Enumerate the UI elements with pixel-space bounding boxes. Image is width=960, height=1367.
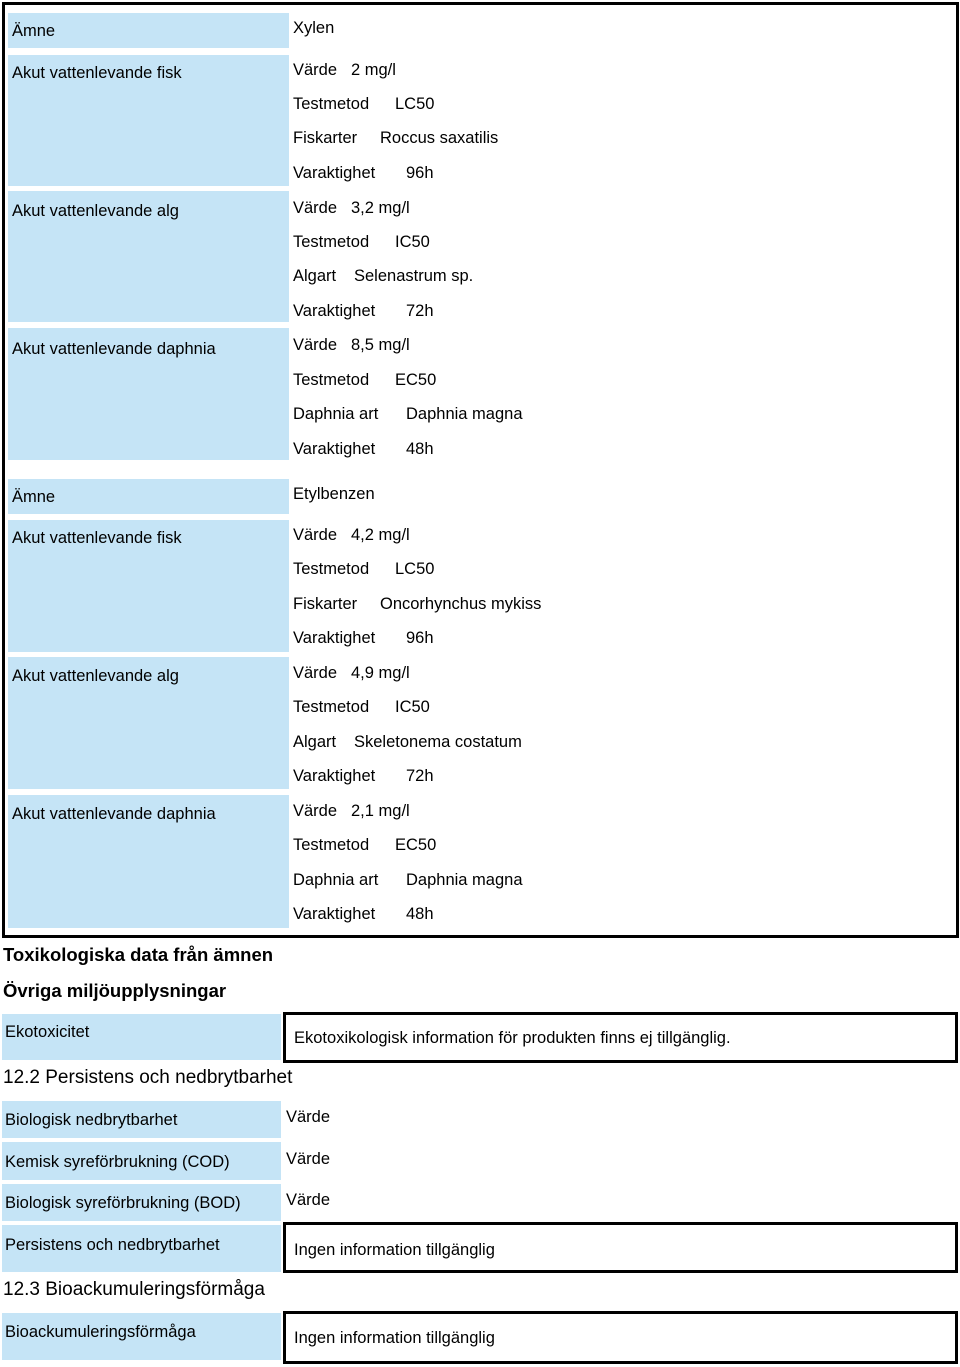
data-row: Värde 2 mg/l: [293, 61, 396, 79]
bioacc-value: Ingen information tillgänglig: [294, 1329, 495, 1347]
persistence-row-value: Värde: [286, 1150, 331, 1168]
data-row: Testmetod IC50: [293, 698, 430, 716]
persistence-row-label: Biologisk nedbrytbarhet: [5, 1111, 178, 1129]
persistence-box-label: Persistens och nedbrytbarhet: [5, 1236, 220, 1254]
block-label-alg: Akut vattenlevande alg: [12, 667, 179, 685]
persistence-row-value: Värde: [286, 1191, 331, 1209]
persistence-box-value: Ingen information tillgänglig: [294, 1241, 495, 1259]
ecotox-label: Ekotoxicitet: [5, 1023, 90, 1041]
data-row: Algart Selenastrum sp.: [293, 267, 474, 285]
data-row: Varaktighet 72h: [293, 767, 434, 785]
data-row: Fiskarter Roccus saxatilis: [293, 129, 499, 147]
substance-label: Ämne: [12, 488, 56, 506]
data-row: Testmetod EC50: [293, 371, 437, 389]
data-row: Fiskarter Oncorhynchus mykiss: [293, 595, 542, 613]
heading-tox-data: Toxikologiska data från ämnen: [3, 944, 274, 965]
data-row: Algart Skeletonema costatum: [293, 733, 522, 751]
block-label-daphnia: Akut vattenlevande daphnia: [12, 340, 216, 358]
data-row: Värde 8,5 mg/l: [293, 336, 410, 354]
persistence-row-label: Kemisk syreförbrukning (COD): [5, 1153, 230, 1171]
data-row: Testmetod LC50: [293, 95, 435, 113]
data-row: Testmetod IC50: [293, 233, 430, 251]
data-row: Värde 4,2 mg/l: [293, 526, 410, 544]
data-row: Daphnia art Daphnia magna: [293, 405, 523, 423]
data-row: Daphnia art Daphnia magna: [293, 871, 523, 889]
data-row: Varaktighet 48h: [293, 905, 434, 923]
data-row: Varaktighet 48h: [293, 440, 434, 458]
persistence-row-value: Värde: [286, 1108, 331, 1126]
substance-label: Ämne: [12, 22, 56, 40]
bioacc-label: Bioackumuleringsförmåga: [5, 1323, 196, 1341]
data-row: Värde 3,2 mg/l: [293, 199, 410, 217]
block-label-alg: Akut vattenlevande alg: [12, 202, 179, 220]
block-label-daphnia: Akut vattenlevande daphnia: [12, 805, 216, 823]
substance-name: Xylen: [293, 19, 335, 37]
data-row: Testmetod LC50: [293, 560, 435, 578]
data-row: Värde 4,9 mg/l: [293, 664, 410, 682]
block-label-fish: Akut vattenlevande fisk: [12, 64, 182, 82]
heading-other-env: Övriga miljöupplysningar: [3, 980, 227, 1001]
data-row: Testmetod EC50: [293, 836, 437, 854]
block-label-fish: Akut vattenlevande fisk: [12, 529, 182, 547]
ecotox-value: Ekotoxikologisk information för produkten finns ej tillgänglig.: [294, 1029, 731, 1047]
heading-persistence: 12.2 Persistens och nedbrytbarhet: [3, 1067, 293, 1088]
data-row: Varaktighet 96h: [293, 629, 434, 647]
data-row: Varaktighet 72h: [293, 302, 434, 320]
data-row: Värde 2,1 mg/l: [293, 802, 410, 820]
substance-name: Etylbenzen: [293, 485, 375, 503]
heading-bioacc: 12.3 Bioackumuleringsförmåga: [3, 1279, 265, 1300]
data-row: Varaktighet 96h: [293, 164, 434, 182]
persistence-row-label: Biologisk syreförbrukning (BOD): [5, 1194, 241, 1212]
